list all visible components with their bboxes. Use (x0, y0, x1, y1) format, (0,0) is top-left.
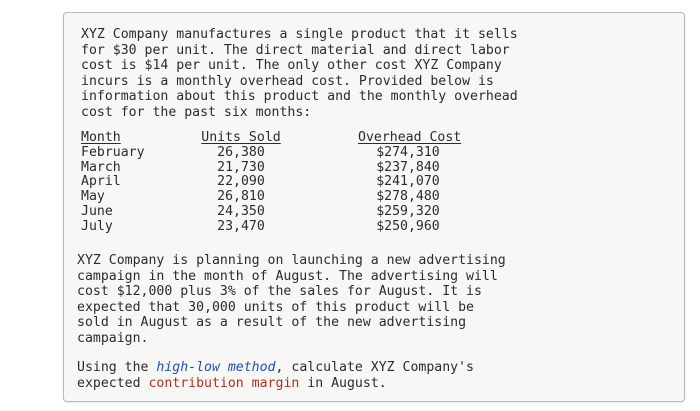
overhead-column (358, 130, 462, 235)
overhead-cell: $274,310 (376, 144, 440, 160)
intro-line: cost for the past six months: (81, 104, 312, 120)
campaign-line: campaign in the month of August. The advertising will (77, 268, 498, 284)
month-header: Month (81, 130, 121, 145)
overhead-header: Overhead Cost (358, 130, 462, 145)
contribution-margin-term: contribution margin (148, 375, 300, 391)
campaign-line: cost $12,000 plus 3% of the sales for August. It is (77, 284, 482, 300)
units-cell: 26,810 (217, 189, 265, 205)
campaign-line: campaign. (77, 330, 149, 346)
intro-line: XYZ Company manufactures a single product that it sells (81, 27, 518, 42)
month-cell: March (81, 159, 121, 175)
month-cell: July (81, 218, 113, 234)
overhead-cell: $237,840 (376, 159, 440, 175)
units-cell: 23,470 (217, 218, 265, 234)
campaign-line: sold in August as a result of the new advertising (77, 315, 467, 331)
units-cell: 26,380 (217, 144, 265, 160)
overhead-cell: $259,320 (376, 203, 440, 219)
high-low-method-term: high-low method (156, 360, 276, 375)
units-cell: 21,730 (217, 159, 265, 175)
overhead-cell: $250,960 (376, 218, 440, 234)
question-text: expected (77, 375, 149, 391)
units-cell: 24,350 (217, 203, 265, 219)
question-text: , calculate XYZ Company's (275, 360, 474, 375)
overhead-cell: $241,070 (376, 174, 440, 190)
month-cell: February (81, 144, 145, 160)
question-text: in August. (299, 375, 387, 391)
intro-line: incurs is a monthly overhead cost. Provided below is (81, 73, 494, 89)
month-cell: June (81, 203, 113, 219)
question-paragraph (77, 360, 474, 391)
overhead-cell: $278,480 (376, 189, 440, 205)
campaign-paragraph (77, 253, 506, 347)
intro-paragraph (81, 27, 518, 121)
intro-line: cost is $14 per unit. The only other cost XYZ Company (81, 58, 502, 74)
month-cell: May (81, 189, 105, 205)
units-column (201, 131, 281, 235)
question-text: Using the (77, 360, 157, 375)
units-header: Units Sold (201, 130, 281, 145)
units-cell: 22,090 (217, 174, 265, 190)
month-column (81, 131, 181, 235)
campaign-line: XYZ Company is planning on launching a new advertising (77, 253, 506, 268)
month-cell: April (81, 174, 121, 190)
intro-line: information about this product and the monthly overhead (81, 89, 518, 105)
campaign-line: expected that 30,000 units of this product will be (77, 299, 474, 315)
intro-line: for $30 per unit. The direct material and direct labor (81, 42, 510, 58)
